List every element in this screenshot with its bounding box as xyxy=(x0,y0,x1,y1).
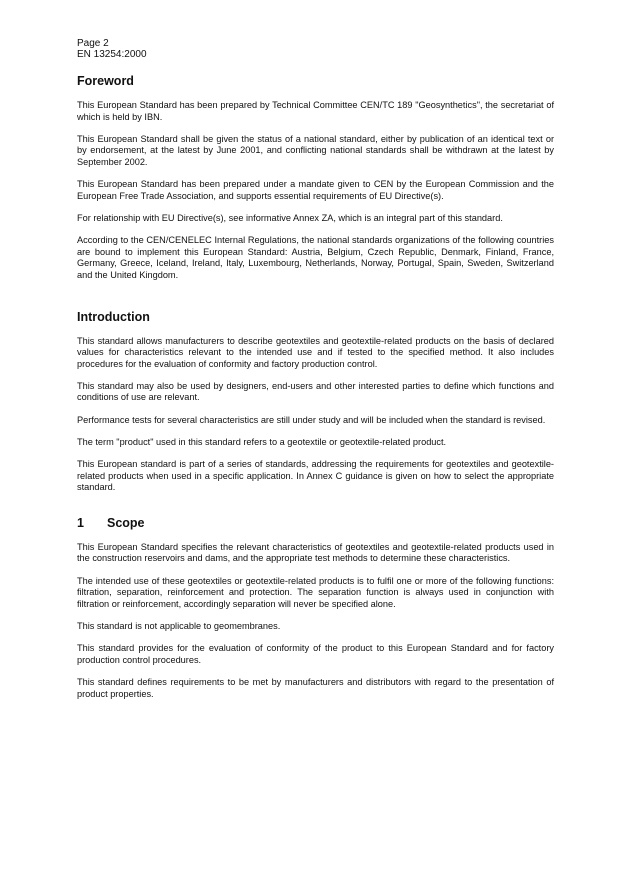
foreword-paragraph: According to the CEN/CENELEC Internal Regulations, the national standards organizations of the following countries are bound to implement this European Standard: Austria, Belgium, Czech Republic, Denmark, Finland, France, Germany, Greece, Iceland, Ireland, Italy, Luxembourg, Netherlands, Norway, Portugal, Spain, Sweden, Switzerland and the United Kingdom. xyxy=(77,235,554,280)
scope-title: Scope xyxy=(107,515,145,530)
page-header xyxy=(77,38,147,60)
document-body xyxy=(77,74,554,711)
foreword-section xyxy=(77,74,554,282)
foreword-paragraph: This European Standard shall be given the status of a national standard, either by publication of an identical text or by endorsement, at the latest by June 2001, and conflicting national standards shall be withdrawn at the latest by September 2002. xyxy=(77,133,554,167)
scope-section xyxy=(77,516,554,700)
introduction-paragraph: This standard may also be used by designers, end-users and other interested parties to define which functions and conditions of use are relevant. xyxy=(77,380,554,403)
introduction-paragraph: The term "product" used in this standard refers to a geotextile or geotextile-related product. xyxy=(77,436,447,447)
scope-paragraph: This standard provides for the evaluation of conformity of the product to this European Standard and for factory production control procedures. xyxy=(77,643,554,665)
introduction-heading: Introduction xyxy=(77,309,150,324)
scope-heading xyxy=(77,516,554,530)
introduction-paragraph: This European standard is part of a series of standards, addressing the requirements for geotextiles and geotextile-related products when used in a specific application. In Annex C guidance is given on how to select the appropriate standard. xyxy=(77,459,554,493)
foreword-paragraph: For relationship with EU Directive(s), see informative Annex ZA, which is an integral part of this standard. xyxy=(77,212,503,223)
scope-paragraph: This standard defines requirements to be met by manufacturers and distributors with regard to the presentation of product properties. xyxy=(77,676,554,699)
scope-paragraph: This European Standard specifies the relevant characteristics of geotextiles and geotextile-related products used in the construction reservoirs and dams, and the appropriate test methods to determine these characteristics. xyxy=(77,541,554,564)
introduction-paragraph: This standard allows manufacturers to describe geotextiles and geotextile-related products on the basis of declared values for characteristics relevant to the intended use and if tested to the specified method. It also includes procedures for the evaluation of conformity and factory production control. xyxy=(77,335,554,369)
foreword-paragraph: This European Standard has been prepared under a mandate given to CEN by the European Commission and the European Free Trade Association, and supports essential requirements of EU Directive(s). xyxy=(77,179,554,201)
document-id: EN 13254:2000 xyxy=(77,49,147,60)
scope-section-number: 1 xyxy=(77,515,84,530)
introduction-section xyxy=(77,310,554,494)
scope-paragraph: This standard is not applicable to geomembranes. xyxy=(77,620,281,631)
foreword-heading: Foreword xyxy=(77,74,134,88)
scope-paragraph: The intended use of these geotextiles or geotextile-related products is to fulfil one or more of the following functions: filtration, separation, reinforcement and protection. The separation function is always used in conjunction with filtration or reinforcement, accordingly separation will never be specified alone. xyxy=(77,575,554,609)
page-number: Page 2 xyxy=(77,38,109,49)
foreword-paragraph: This European Standard has been prepared by Technical Committee CEN/TC 189 "Geosynthetics", the secretariat of which is held by IBN. xyxy=(77,100,554,122)
introduction-paragraph: Performance tests for several characteristics are still under study and will be included when the standard is revised. xyxy=(77,414,546,425)
